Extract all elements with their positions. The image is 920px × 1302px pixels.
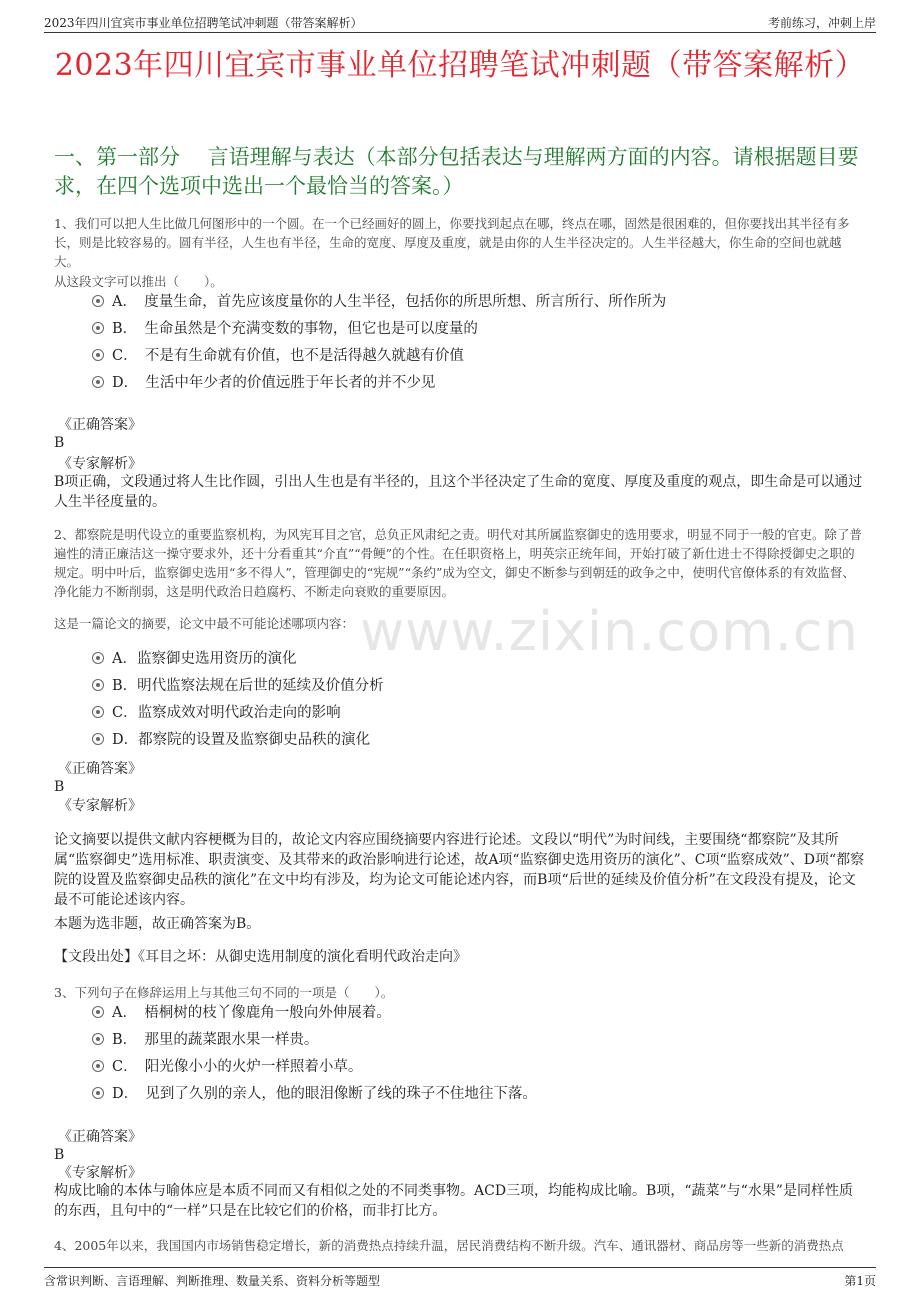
question-1-option-d[interactable]: D． 生活中年少者的价值远胜于年长者的并不少见 [92, 373, 435, 393]
question-3-answer: B [54, 1147, 65, 1163]
radio-icon[interactable] [92, 706, 104, 718]
radio-icon[interactable] [92, 652, 104, 664]
radio-icon[interactable] [92, 1060, 104, 1072]
radio-icon[interactable] [92, 679, 104, 691]
page-number: 第1页 [844, 1274, 876, 1288]
radio-icon[interactable] [92, 733, 104, 745]
header-slogan: 考前练习，冲刺上岸 [767, 16, 876, 30]
question-3-option-d[interactable]: D． 见到了久别的亲人，他的眼泪像断了线的珠子不住地往下落。 [92, 1084, 537, 1104]
radio-icon[interactable] [92, 1006, 104, 1018]
page-footer [44, 1267, 876, 1290]
document-title: 2023年四川宜宾市事业单位招聘笔试冲刺题（带答案解析） [54, 48, 866, 83]
question-4-text: 4、2005年以来，我国国内市场销售稳定增长，新的消费热点持续升温，居民消费结构不断升级。汽车、通讯器材、商品房等一些新的消费热点 [54, 1238, 844, 1253]
question-2-conclusion: 本题为选非题，故正确答案为B。 [54, 916, 261, 932]
question-2-option-b[interactable]: B．明代监察法规在后世的延续及价值分析 [92, 676, 384, 696]
question-1-answer-label: 《正确答案》 [58, 417, 142, 433]
question-2-option-d[interactable]: D．都察院的设置及监察御史品秩的演化 [92, 730, 370, 750]
question-1-text: 1、我们可以把人生比做几何图形中的一个圆。在一个已经画好的圆上，你要找到起点在哪，终点在哪，固然是很困难的，但你要找出其半径有多长，则是比较容易的。圆有半径，人生也有半径，生命的宽度、厚度及重度，就是由你的人生半径决定的。人生半径越大，你生命的空间也就越大。 [54, 216, 850, 269]
question-3-option-c[interactable]: C． 阳光像小小的火炉一样照着小草。 [92, 1057, 362, 1077]
page-header [44, 12, 876, 33]
question-3-analysis: 构成比喻的本体与喻体应是本质不同而又有相似之处的不同类事物。ACD三项，均能构成比喻。B项，“蔬菜”与“水果”是同样性质的东西，且句中的“一样”只是在比较它们的价格，而非打比方。 [54, 1183, 853, 1219]
question-3-text: 3、下列句子在修辞运用上与其他三句不同的一项是（ ）。 [54, 985, 394, 1000]
question-2-analysis-label: 《专家解析》 [58, 798, 142, 814]
question-3-option-a[interactable]: A． 梧桐树的枝丫像鹿角一般向外伸展着。 [92, 1003, 391, 1023]
watermark: www.zixin.com.cn [360, 600, 859, 663]
question-1-analysis-label: 《专家解析》 [58, 456, 142, 472]
question-2-source: 【文段出处】《耳目之坏：从御史选用制度的演化看明代政治走向》 [54, 949, 467, 965]
question-3-analysis-label: 《专家解析》 [58, 1165, 142, 1181]
question-1-analysis: B项正确，文段通过将人生比作圆，引出人生也是有半径的，且这个半径决定了生命的宽度、厚度及重度的观点，即生命是可以通过人生半径度量的。 [54, 474, 863, 510]
radio-icon[interactable] [92, 1033, 104, 1045]
radio-icon[interactable] [92, 322, 104, 334]
question-2-option-c[interactable]: C．监察成效对明代政治走向的影响 [92, 703, 341, 723]
question-2-analysis: 论文摘要以提供文献内容梗概为目的，故论文内容应围绕摘要内容进行论述。文段以“明代”为时间线，主要围绕“都察院”及其所属“监察御史”选用标准、职责演变、及其带来的政治影响进行论述，故A项“监察御史选用资历的演化”、C项“监察成效”、D项“都察院的设置及监察御史品秩的演化”在文中均有涉及，均为论文可能论述内容，而B项“后世的延续及价值分析”在文段没有提及，论文最不可能论述该内容。 [54, 832, 865, 908]
question-1-option-c[interactable]: C． 不是有生命就有价值，也不是活得越久就越有价值 [92, 346, 464, 366]
question-2-option-a[interactable]: A．监察御史选用资历的演化 [92, 649, 296, 669]
question-1-prompt: 从这段文字可以推出（ ）。 [54, 274, 223, 289]
question-3-option-b[interactable]: B． 那里的蔬菜跟水果一样贵。 [92, 1030, 318, 1050]
question-3-answer-label: 《正确答案》 [58, 1129, 142, 1145]
header-doc-title: 2023年四川宜宾市事业单位招聘笔试冲刺题（带答案解析） [44, 16, 363, 30]
question-1-option-a[interactable]: A． 度量生命，首先应该度量你的人生半径，包括你的所思所想、所言所行、所作所为 [92, 292, 666, 312]
radio-icon[interactable] [92, 349, 104, 361]
footer-description: 含常识判断、言语理解、判断推理、数量关系、资料分析等题型 [44, 1274, 381, 1288]
question-2-answer: B [54, 779, 65, 795]
radio-icon[interactable] [92, 295, 104, 307]
radio-icon[interactable] [92, 376, 104, 388]
question-2-prompt: 这是一篇论文的摘要，论文中最不可能论述哪项内容： [54, 616, 355, 631]
radio-icon[interactable] [92, 1087, 104, 1099]
question-1-option-b[interactable]: B． 生命虽然是个充满变数的事物，但它也是可以度量的 [92, 319, 478, 339]
question-2-answer-label: 《正确答案》 [58, 761, 142, 777]
question-2-text: 2、都察院是明代设立的重要监察机构，为风宪耳目之官，总负正风肃纪之责。明代对其所属监察御史的选用要求，明显不同于一般的官吏。除了普遍性的清正廉洁这一操守要求外，还十分看重其“介直”“骨鲠”的个性。在任职资格上，明英宗正统年间，开始打破了新仕进士不得除授御史之职的规定。明中叶后，监察御史选用“多不得人”，管理御史的“宪规”“条约”成为空文，御史不断参与到朝廷的政争之中，使明代官僚体系的有效监督、净化能力不断削弱，这是明代政治日趋腐朽、不断走向衰败的重要原因。 [54, 527, 862, 599]
question-1-answer: B [54, 435, 65, 451]
section-heading: 一、第一部分 言语理解与表达（本部分包括表达与理解两方面的内容。请根据题目要求，在四个选项中选出一个最恰当的答案。） [54, 145, 859, 198]
